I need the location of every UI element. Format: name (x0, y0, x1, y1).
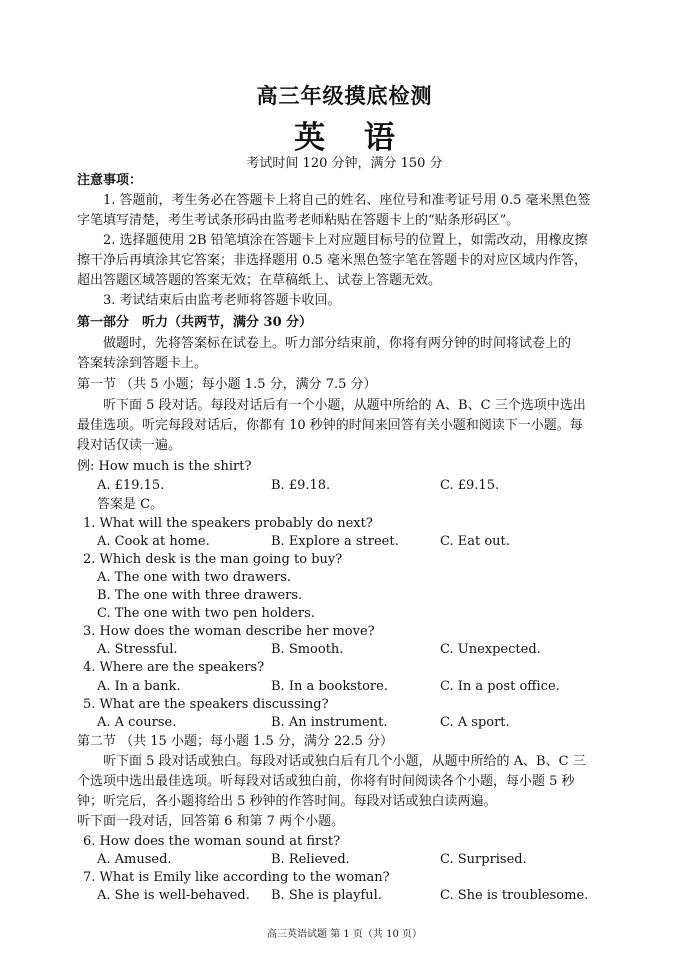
question-2: 2. Which desk is the man going to buy? (83, 552, 343, 567)
section2-intro: 个选项中选出最佳选项。听每段对话或独白前，你将有时间阅读各个小题，每小题 5 秒 (77, 774, 575, 789)
question-1: 1. What will the speakers probably do next? (83, 516, 373, 531)
subject-title: 英 语 (294, 120, 409, 156)
option-c: C. She is troublesome. (440, 888, 589, 903)
option-a: A. The one with two drawers. (97, 570, 291, 585)
notes-heading: 注意事项： (77, 173, 143, 188)
option-c: C. In a post office. (440, 679, 560, 694)
part1-intro: 做题时，先将答案标在试卷上。听力部分结束前，你将有两分钟的时间将试卷上的 (103, 336, 572, 351)
section1-intro: 段对话仅读一遍。 (77, 438, 182, 453)
option-a: A. £19.15. (97, 478, 165, 493)
option-b: B. In a bookstore. (271, 679, 388, 694)
option-c: C. A sport. (440, 715, 510, 730)
section1-heading: 第一节 （共 5 小题；每小题 1.5 分，满分 7.5 分） (77, 377, 377, 392)
section2-intro: 钟；听完后，各小题将给出 5 秒钟的作答时间。每段对话或独白读两遍。 (77, 794, 497, 809)
option-c: C. Unexpected. (440, 642, 541, 657)
option-c: C. £9.15. (440, 478, 500, 493)
note-line: 2. 选择题使用 2B 铅笔填涂在答题卡上对应题目标号的位置上，如需改动，用橡皮擦 (103, 233, 588, 248)
section2-intro: 听下面 5 段对话或独白。每段对话或独白后有几个小题，从题中所给的 A、B、C 三 (103, 754, 586, 769)
question-7: 7. What is Emily like according to the woman? (83, 870, 390, 885)
question-5: 5. What are the speakers discussing? (83, 697, 329, 712)
option-b: B. £9.18. (271, 478, 331, 493)
option-c: C. Surprised. (440, 852, 527, 867)
note-line: 字笔填写清楚，考生考试条形码由监考老师粘贴在答题卡上的“贴条形码区”。 (77, 213, 520, 228)
option-a: A. Cook at home. (97, 534, 210, 549)
option-b: B. Explore a street. (271, 534, 399, 549)
page-footer: 高三英语试题 第 1 页（共 10 页） (267, 929, 422, 940)
option-b: B. She is playful. (271, 888, 382, 903)
note-line: 超出答题区域答题的答案无效；在草稿纸上、试卷上答题无效。 (77, 273, 442, 288)
time-info: 考试时间 120 分钟，满分 150 分 (246, 156, 443, 171)
option-a: A. Stressful. (97, 642, 178, 657)
option-c: C. Eat out. (440, 534, 510, 549)
option-c: C. The one with two pen holders. (97, 606, 315, 621)
note-line: 1. 答题前，考生务必在答题卡上将自己的姓名、座位号和准考证号用 0.5 毫米黑色签 (103, 193, 591, 208)
question-6: 6. How does the woman sound at first? (83, 834, 341, 849)
option-b: B. Relieved. (271, 852, 350, 867)
note-line: 擦干净后再填涂其它答案；非选择题用 0.5 毫米黑色签字笔在答题卡的对应区域内作答， (77, 253, 587, 268)
example-answer: 答案是 C。 (97, 497, 164, 512)
section1-intro: 听下面 5 段对话。每段对话后有一个小题，从题中所给的 A、B、C 三个选项中选出 (103, 398, 586, 413)
option-b: B. The one with three drawers. (97, 588, 303, 603)
section1-intro: 最佳选项。听完每段对话后，你都有 10 秒钟的时间来回答有关小题和阅读下一小题。每 (77, 418, 583, 433)
example-question: 例: How much is the shirt? (77, 459, 252, 474)
option-b: B. Smooth. (271, 642, 344, 657)
section2-heading: 第二节 （共 15 小题；每小题 1.5 分，满分 22.5 分） (77, 734, 394, 749)
option-b: B. An instrument. (271, 715, 388, 730)
question-3: 3. How does the woman describe her move? (83, 624, 375, 639)
option-a: A. She is well-behaved. (97, 888, 250, 903)
section2-lead: 听下面一段对话，回答第 6 和第 7 两个小题。 (77, 814, 345, 829)
part1-heading: 第一部分 听力（共两节，满分 30 分） (77, 315, 313, 330)
exam-title: 高三年级摸底检测 (256, 83, 433, 108)
question-4: 4. Where are the speakers? (83, 660, 265, 675)
option-a: A. A course. (97, 715, 177, 730)
option-a: A. In a bank. (97, 679, 181, 694)
option-a: A. Amused. (97, 852, 172, 867)
note-line: 3. 考试结束后由监考老师将答题卡收回。 (103, 293, 341, 308)
part1-intro: 答案转涂到答题卡上。 (77, 356, 208, 371)
